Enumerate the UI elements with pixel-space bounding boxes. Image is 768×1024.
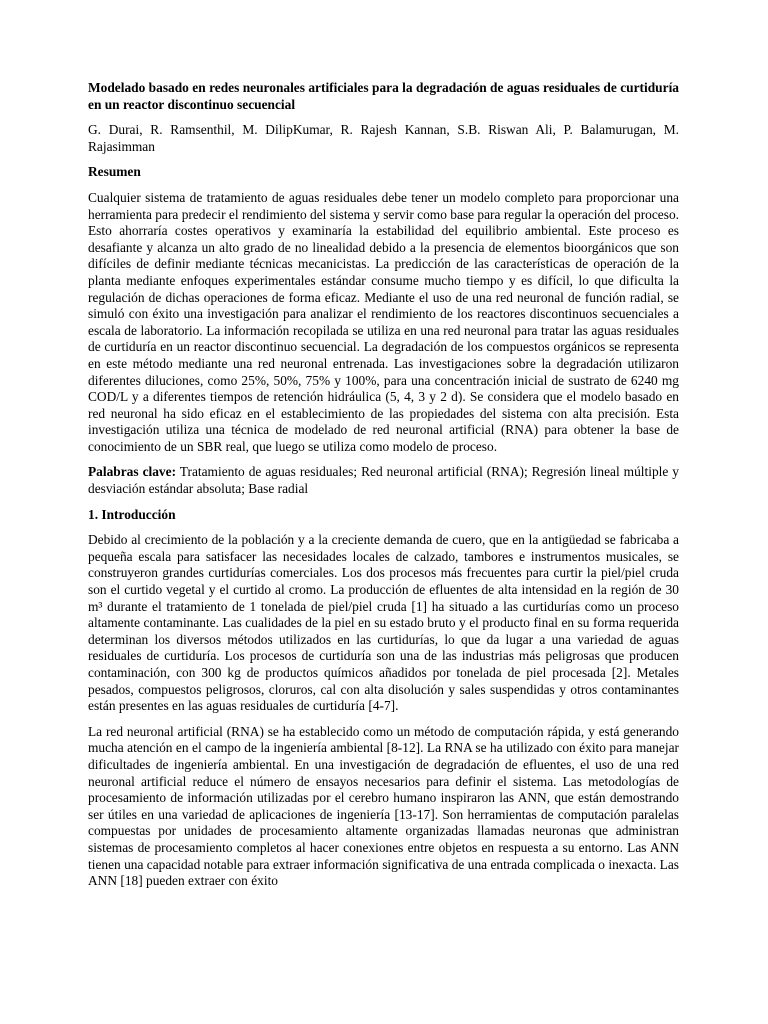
author-list: G. Durai, R. Ramsenthil, M. DilipKumar, R. Rajesh Kannan, S.B. Riswan Ali, P. Balamurugan, M. Rajasimman	[88, 122, 679, 154]
abstract-text: Cualquier sistema de tratamiento de aguas residuales debe tener un modelo completo para proporcionar una herramienta para predecir el rendimiento del sistema y servir como base para regular la operación del proceso. Esto ahorraría costes operativos y examinaría la estabilidad del equilibrio ambiental. Este proceso es desafiante y alcanza un alto grado de no linealidad debido a la presencia de elementos bioorgánicos que son difíciles de definir mediante técnicas mecanicistas. La predicción de las características de operación de la planta mediante enfoques experimentales estándar consume mucho tiempo y es difícil, lo que dificulta la regulación de dichas operaciones de forma eficaz. Mediante el uso de una red neuronal de función radial, se simuló con éxito una investigación para analizar el rendimiento de los reactores discontinuos secuenciales a escala de laboratorio. La información recopilada se utiliza en una red neuronal para tratar las aguas residuales de curtiduría en un reactor discontinuo secuencial. La degradación de los compuestos orgánicos se representa en este método mediante una red neuronal entrenada. Las investigaciones sobre la degradación utilizaron diferentes diluciones, como 25%, 50%, 75% y 100%, para una concentración inicial de sustrato de 6240 mg COD/L y a diferentes tiempos de retención hidráulica (5, 4, 3 y 2 d). Se considera que el modelo basado en red neuronal ha sido eficaz en el establecimiento de las propiedades del sistema con alta precisión. Esta investigación utiliza una técnica de modelado de red neuronal artificial (RNA) para obtener la base de conocimiento de un SBR real, que luego se utiliza como modelo de proceso.	[88, 189, 679, 454]
intro-paragraph-2: La red neuronal artificial (RNA) se ha establecido como un método de computación rápida, y está generando mucha atención en el campo de la ingeniería ambiental [8-12]. La RNA se ha utilizado con éxito para manejar dificultades de ingeniería ambiental. En una investigación de degradación de efluentes, el uso de una red neuronal artificial reduce el número de ensayos necesarios para definir el sistema. Las metodologías de procesamiento de información utilizadas por el cerebro humano inspiraron las ANN, que están demostrando ser útiles en una variedad de aplicaciones de ingeniería [13-17]. Son herramientas de computación paralelas compuestas por unidades de procesamiento altamente organizadas llamadas neuronas que administran sistemas de procesamiento completos al hacer conexiones entre objetos en respuesta a su entorno. Las ANN tienen una capacidad notable para extraer información significativa de una entrada complicada o inexacta. Las ANN [18] pueden extraer con éxito	[88, 723, 679, 889]
keywords-text: Tratamiento de aguas residuales; Red neuronal artificial (RNA); Regresión lineal múltiple y desviación estándar absoluta; Base radial	[88, 464, 679, 497]
keywords-label: Palabras clave:	[88, 464, 177, 480]
abstract-heading: Resumen	[88, 164, 141, 180]
section-heading-introduction: 1. Introducción	[88, 506, 176, 522]
intro-paragraph-1: Debido al crecimiento de la población y a la creciente demanda de cuero, que en la antigüedad se fabricaba a pequeña escala para satisfacer las necesidades locales de calzado, tambores e instrumentos musicales, se construyeron grandes curtidurías comerciales. Los dos procesos más frecuentes para curtir la piel/piel cruda son el curtido vegetal y el curtido al cromo. La producción de efluentes de alta intensidad en la región de 30 m³ durante el tratamiento de 1 tonelada de piel/piel cruda [1] ha situado a las curtidurías como un proceso altamente contaminante. Las cualidades de la piel en su estado bruto y el producto final en su forma requerida determinan los diversos métodos utilizados en las curtidurías, lo que da lugar a una variedad de aguas residuales de curtiduría. Los procesos de curtiduría son una de las industrias más peligrosas que producen contaminación, con 300 kg de productos químicos añadidos por tonelada de piel procesada [2]. Metales pesados, compuestos peligrosos, cloruros, cal con alta disolución y sales suspendidas y otros contaminantes están presentes en las aguas residuales de curtiduría [4-7].	[88, 532, 679, 714]
keywords-paragraph	[88, 464, 679, 497]
document-page	[88, 80, 679, 899]
paper-title: Modelado basado en redes neuronales artificiales para la degradación de aguas residuales de curtiduría en un reactor discontinuo secuencial	[88, 80, 679, 112]
